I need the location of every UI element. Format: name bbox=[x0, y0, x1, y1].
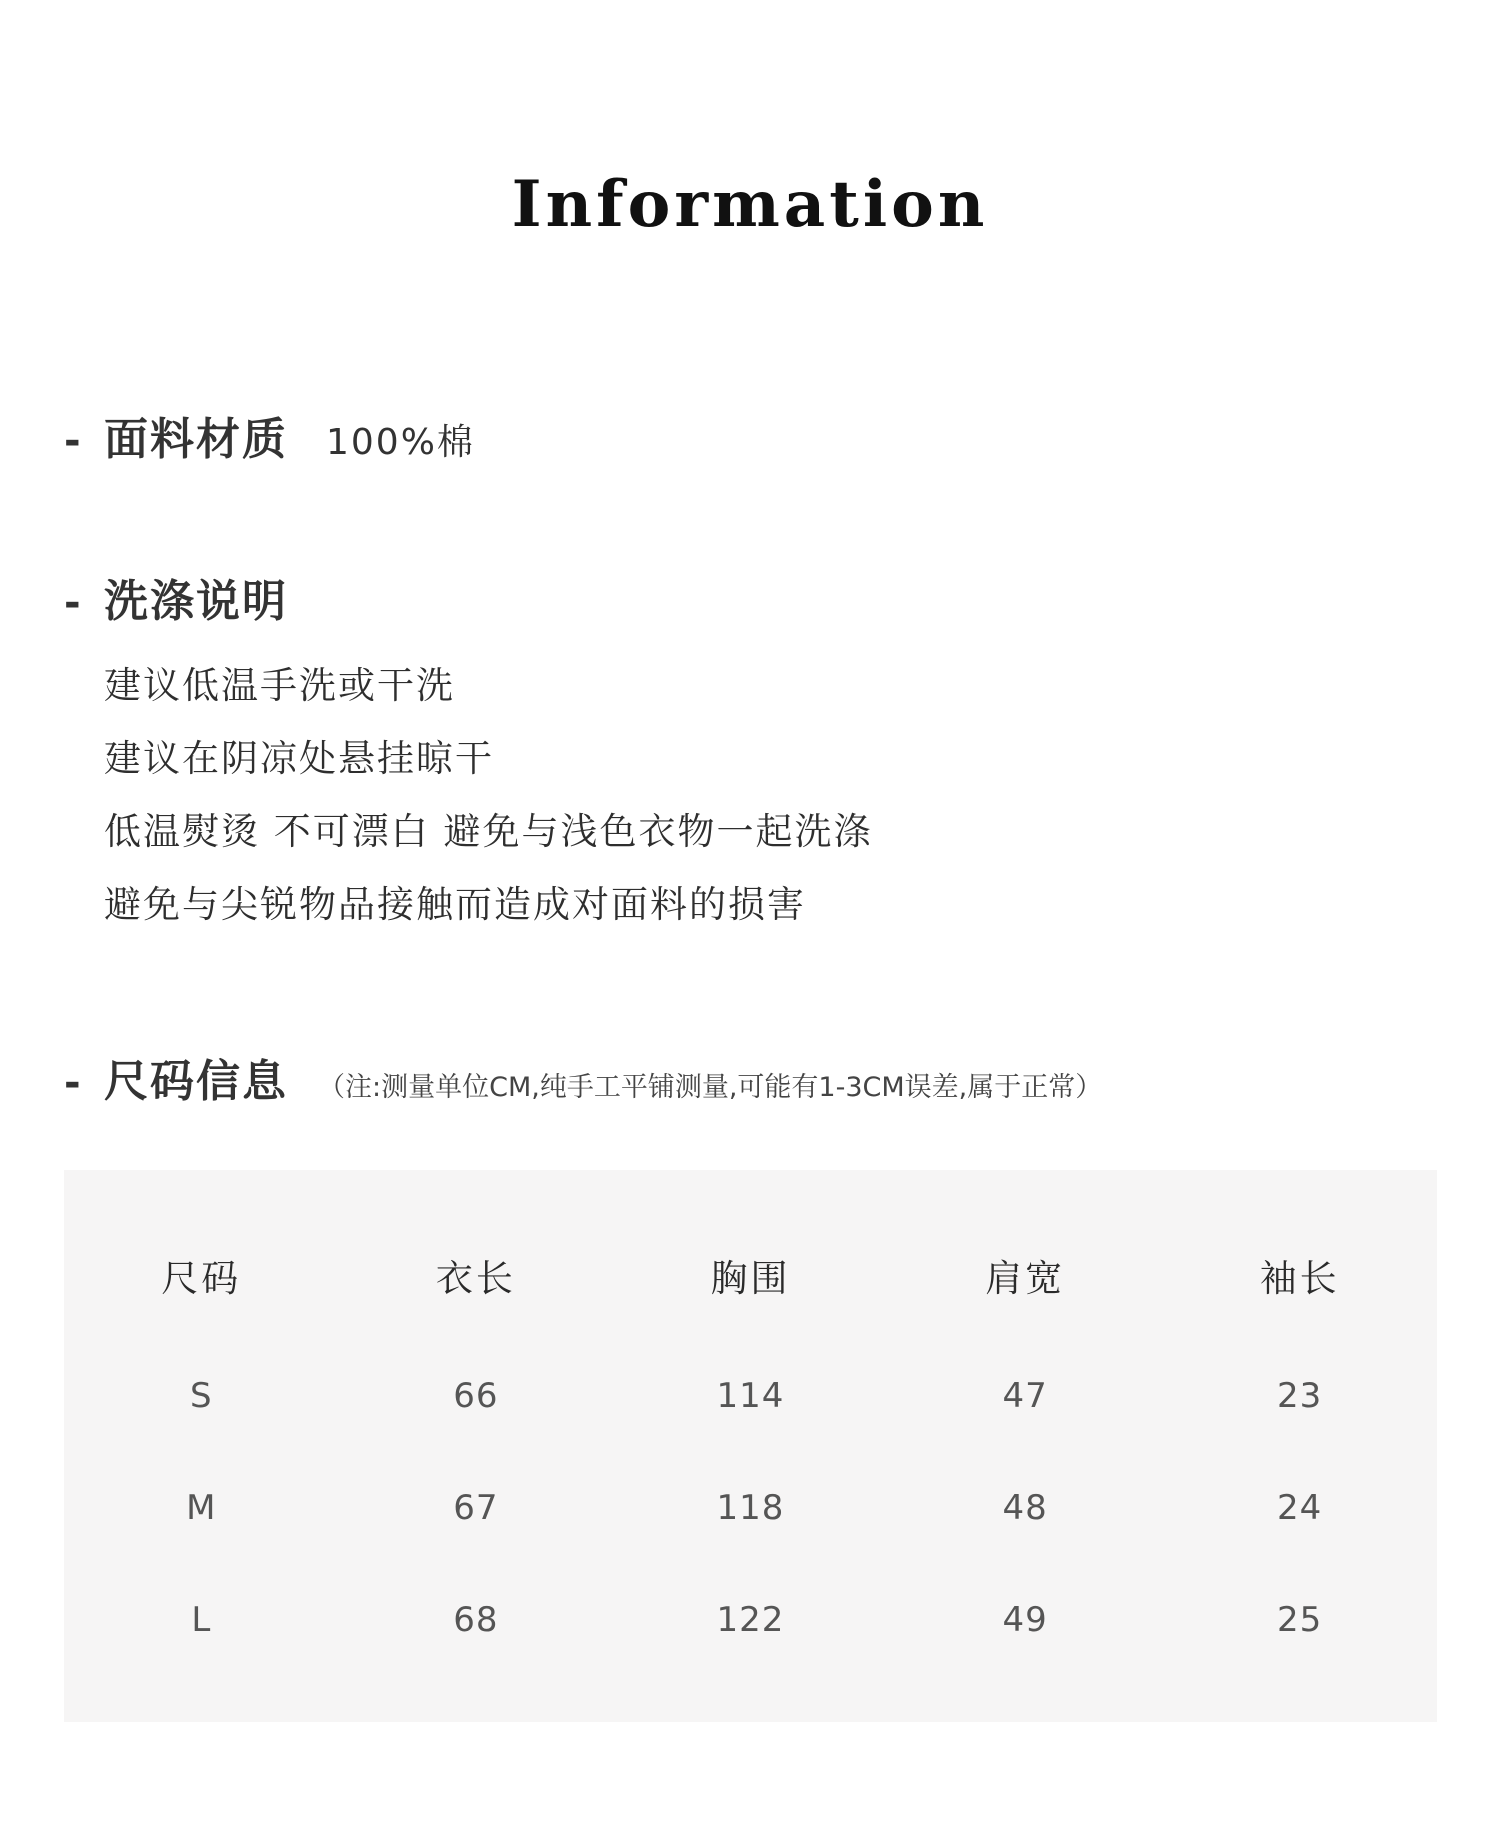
table-cell: 49 bbox=[1002, 1600, 1048, 1640]
fabric-dash: - bbox=[64, 418, 81, 464]
column-header-shoulder: 肩宽 bbox=[985, 1257, 1066, 1300]
column-header-chest: 胸围 bbox=[710, 1257, 791, 1300]
care-label: 洗涤说明 bbox=[104, 576, 288, 627]
table-cell: 48 bbox=[1002, 1488, 1048, 1528]
note-close-paren: ） bbox=[1075, 1072, 1103, 1103]
care-section bbox=[64, 576, 288, 627]
table-cell: 122 bbox=[716, 1600, 785, 1640]
table-cell: 24 bbox=[1277, 1488, 1323, 1528]
table-row bbox=[64, 1564, 1437, 1676]
column-header-sleeve: 袖长 bbox=[1259, 1257, 1340, 1300]
table-cell: 114 bbox=[716, 1376, 785, 1416]
note-text: 注:测量单位CM,纯手工平铺测量,可能有1-3CM误差,属于正常 bbox=[345, 1072, 1076, 1103]
care-instructions-list bbox=[104, 664, 873, 956]
table-header-row bbox=[64, 1248, 1437, 1328]
care-line: 避免与尖锐物品接触而造成对面料的损害 bbox=[104, 883, 806, 926]
table-cell: L bbox=[191, 1600, 212, 1640]
table-cell: 67 bbox=[453, 1488, 499, 1528]
table-cell: 23 bbox=[1277, 1376, 1323, 1416]
care-line: 建议低温手洗或干洗 bbox=[104, 664, 455, 707]
size-table-panel bbox=[64, 1170, 1437, 1722]
size-info-note bbox=[318, 1074, 1102, 1101]
table-cell: 66 bbox=[453, 1376, 499, 1416]
fabric-section bbox=[64, 414, 475, 465]
table-cell: 68 bbox=[453, 1600, 499, 1640]
table-cell: S bbox=[190, 1376, 213, 1416]
size-table bbox=[64, 1248, 1437, 1676]
care-dash: - bbox=[64, 580, 81, 626]
table-row bbox=[64, 1328, 1437, 1452]
page-title: Information bbox=[511, 166, 989, 242]
table-cell: 25 bbox=[1277, 1600, 1323, 1640]
fabric-label: 面料材质 bbox=[104, 414, 288, 465]
size-info-section bbox=[64, 1056, 1103, 1107]
column-header-length: 衣长 bbox=[435, 1257, 516, 1300]
size-info-label: 尺码信息 bbox=[104, 1056, 288, 1107]
care-line: 低温熨烫 不可漂白 避免与浅色衣物一起洗涤 bbox=[104, 810, 873, 853]
note-open-paren: （ bbox=[318, 1072, 345, 1103]
fabric-value: 100%棉 bbox=[326, 422, 475, 463]
table-cell: 118 bbox=[716, 1488, 785, 1528]
table-cell: 47 bbox=[1002, 1376, 1048, 1416]
table-cell: M bbox=[186, 1488, 217, 1528]
care-line: 建议在阴凉处悬挂晾干 bbox=[104, 737, 494, 780]
table-row bbox=[64, 1452, 1437, 1564]
size-info-dash: - bbox=[64, 1060, 81, 1106]
column-header-size: 尺码 bbox=[161, 1257, 242, 1300]
